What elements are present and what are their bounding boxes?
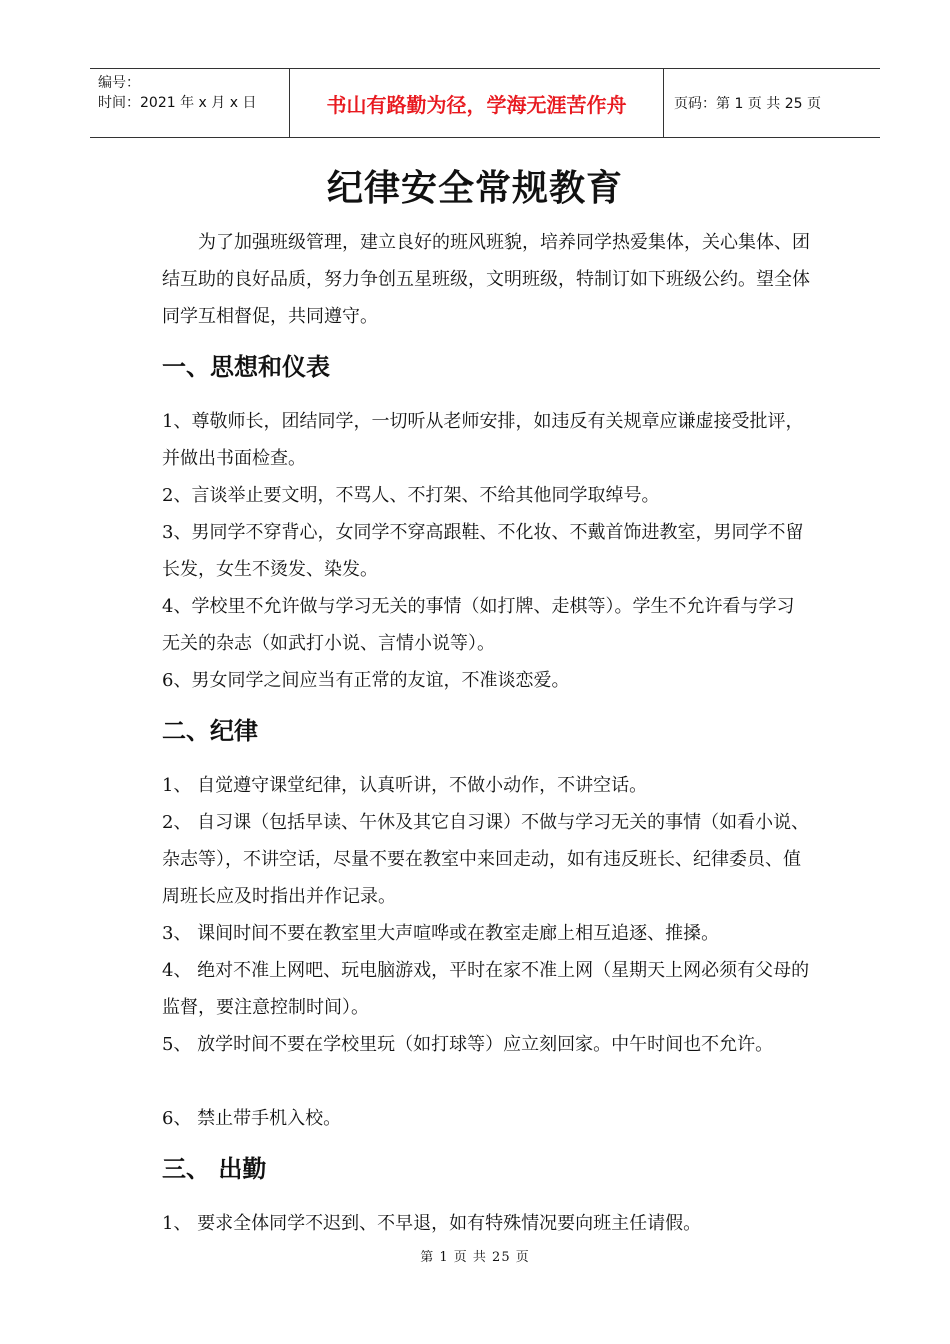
list-item: 2、言谈举止要文明，不骂人、不打架、不给其他同学取绰号。 — [162, 485, 660, 506]
header-motto: 书山有路勤为径，学海无涯苦作舟 — [290, 69, 664, 137]
section-heading-2: 二、纪律 — [162, 717, 258, 745]
list-item: 2、 自习课（包括早读、午休及其它自习课）不做与学习无关的事情（如看小说、杂志等），不讲空话，尽量不要在教室中来回走动，如有违反班长、纪律委员、值周班长应及时指出并作记录。 — [162, 812, 810, 907]
page-footer: 第 1 页 共 25 页 — [420, 1250, 530, 1265]
intro-paragraph: 为了加强班级管理，建立良好的班风班貌，培养同学热爱集体，关心集体、团结互助的良好品质，努力争创五星班级，文明班级，特制订如下班级公约。望全体同学互相督促，共同遵守。 — [162, 232, 810, 327]
list-item: 6、男女同学之间应当有正常的友谊，不准谈恋爱。 — [162, 670, 570, 691]
section-heading-3: 三、 出勤 — [162, 1155, 267, 1183]
header-page-info: 页码：第 1 页 共 25 页 — [674, 96, 821, 112]
list-item: 4、 绝对不准上网吧、玩电脑游戏，平时在家不准上网（星期天上网必须有父母的监督，要注意控制时间）。 — [162, 960, 810, 1018]
list-item: 1、 自觉遵守课堂纪律，认真听讲，不做小动作，不讲空话。 — [162, 775, 648, 796]
section-heading-1: 一、思想和仪表 — [162, 353, 330, 381]
page-header — [90, 68, 880, 138]
doc-date-label: 时间：2021 年 x 月 x 日 — [98, 95, 257, 111]
doc-number-label: 编号： — [98, 75, 140, 91]
header-meta — [90, 69, 290, 137]
list-item: 4、学校里不允许做与学习无关的事情（如打牌、走棋等）。学生不允许看与学习无关的杂志（如武打小说、言情小说等）。 — [162, 596, 795, 654]
list-item: 1、尊敬师长，团结同学，一切听从老师安排，如违反有关规章应谦虚接受批评，并做出书面检查。 — [162, 411, 804, 469]
list-item: 1、 要求全体同学不迟到、不早退，如有特殊情况要向班主任请假。 — [162, 1213, 702, 1234]
blank-line — [162, 1063, 812, 1100]
document-body — [162, 224, 812, 1242]
document-title: 纪律安全常规教育 — [326, 168, 623, 209]
list-item: 6、 禁止带手机入校。 — [162, 1108, 342, 1129]
list-item: 3、男同学不穿背心，女同学不穿高跟鞋、不化妆、不戴首饰进教室，男同学不留长发，女生不烫发、染发。 — [162, 522, 804, 580]
list-item: 5、 放学时间不要在学校里玩（如打球等）应立刻回家。中午时间也不允许。 — [162, 1034, 774, 1055]
list-item: 3、 课间时间不要在教室里大声喧哗或在教室走廊上相互追逐、推搡。 — [162, 923, 720, 944]
